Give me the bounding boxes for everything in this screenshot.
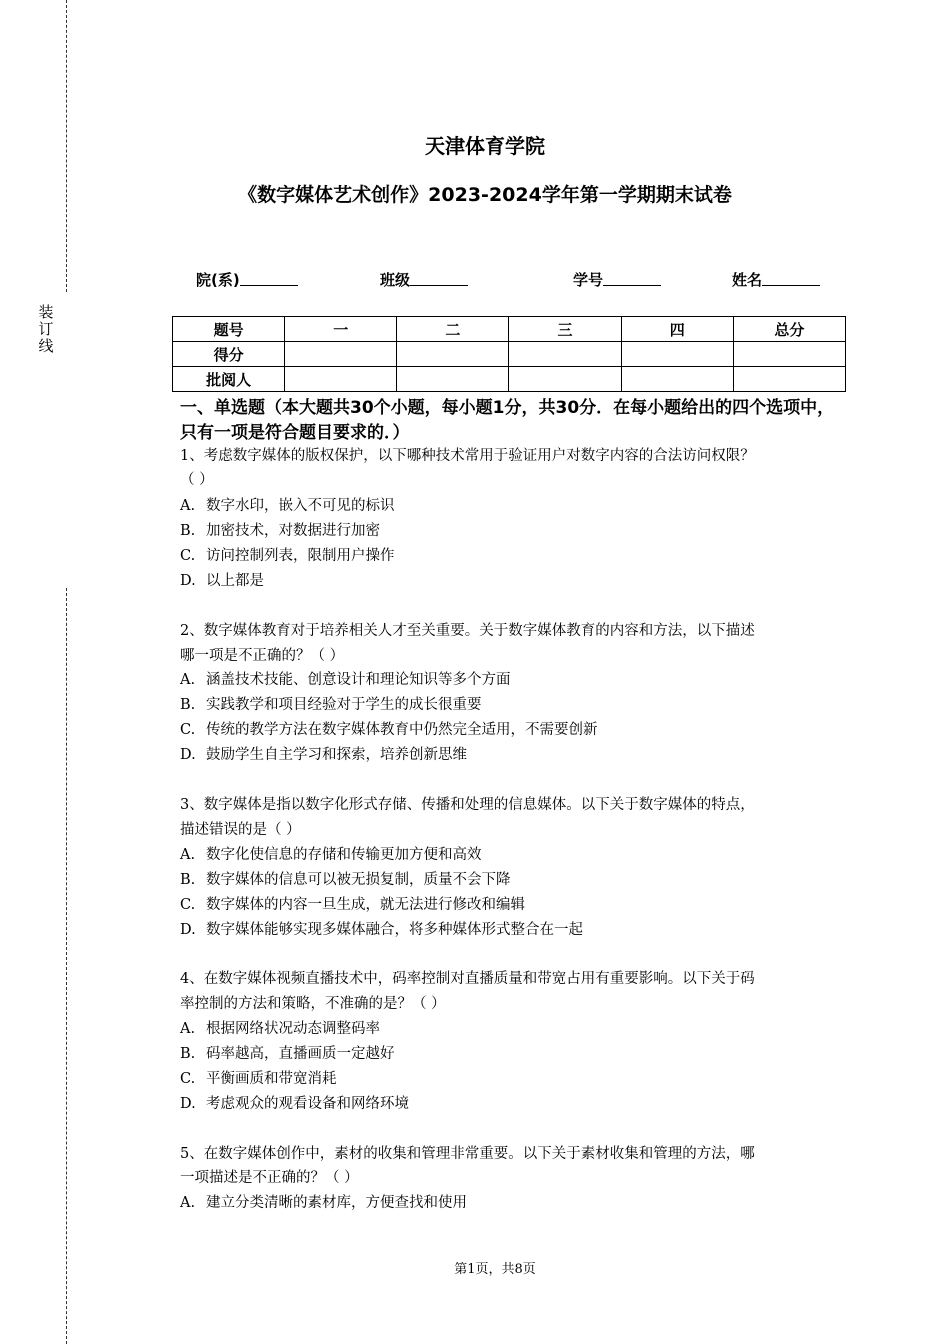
option-text: 以上都是 xyxy=(206,573,264,589)
option-text: 数字媒体能够实现多媒体融合，将多种媒体形式整合在一起 xyxy=(206,922,583,938)
class-blank[interactable] xyxy=(410,285,468,286)
reviewer-cell[interactable] xyxy=(509,367,621,392)
option-item[interactable] xyxy=(180,870,511,890)
option-text: 实践教学和项目经验对于学生的成长很重要 xyxy=(206,697,482,713)
option-text: 建立分类清晰的素材库，方便查找和使用 xyxy=(206,1195,467,1211)
reviewer-cell[interactable] xyxy=(397,367,509,392)
question-stem-line: 4、在数字媒体视频直播技术中，码率控制对直播质量和带宽占用有重要影响。以下关于码 xyxy=(180,971,755,987)
option-item[interactable] xyxy=(180,1019,380,1039)
page-number: 第1页，共8页 xyxy=(454,1262,536,1277)
option-letter: A. xyxy=(180,1195,196,1211)
option-letter: B. xyxy=(180,1046,196,1062)
score-header-cell: 一 xyxy=(285,317,397,342)
option-item[interactable] xyxy=(180,920,583,940)
option-text: 访问控制列表，限制用户操作 xyxy=(206,548,395,564)
exam-title: 《数字媒体艺术创作》2023-2024学年第一学期期末试卷 xyxy=(238,184,732,206)
option-item[interactable] xyxy=(180,546,395,566)
department-field[interactable] xyxy=(196,269,298,290)
name-field[interactable] xyxy=(732,269,820,290)
question-stem-line: 哪一项是不正确的？（ ） xyxy=(180,648,345,664)
option-letter: C. xyxy=(180,1071,196,1087)
option-letter: A. xyxy=(180,847,196,863)
option-item[interactable] xyxy=(180,496,395,516)
option-text: 考虑观众的观看设备和网络环境 xyxy=(206,1096,409,1112)
score-header-cell: 题号 xyxy=(173,317,285,342)
option-text: 数字化使信息的存储和传输更加方便和高效 xyxy=(206,847,482,863)
student-id-blank[interactable] xyxy=(603,285,661,286)
option-item[interactable] xyxy=(180,1193,467,1213)
question-stem-line: 2、数字媒体教育对于培养相关人才至关重要。关于数字媒体教育的内容和方法，以下描述 xyxy=(180,623,755,639)
reviewer-row xyxy=(173,367,846,392)
question-stem-line: 5、在数字媒体创作中，素材的收集和管理非常重要。以下关于素材收集和管理的方法，哪 xyxy=(180,1146,755,1162)
option-item[interactable] xyxy=(180,670,511,690)
question-stem-line: （ ） xyxy=(180,472,214,488)
score-header-cell: 三 xyxy=(509,317,621,342)
option-letter: C. xyxy=(180,722,196,738)
class-field[interactable] xyxy=(380,269,468,290)
option-letter: A. xyxy=(180,498,196,514)
school-title: 天津体育学院 xyxy=(425,134,545,158)
score-cell[interactable] xyxy=(285,342,397,367)
option-letter: D. xyxy=(180,922,196,938)
name-blank[interactable] xyxy=(762,285,820,286)
score-cell[interactable] xyxy=(733,342,845,367)
option-text: 平衡画质和带宽消耗 xyxy=(206,1071,337,1087)
option-letter: A. xyxy=(180,672,196,688)
score-header-cell: 四 xyxy=(621,317,733,342)
option-letter: C. xyxy=(180,897,196,913)
question-stem-line: 一项描述是不正确的？（ ） xyxy=(180,1170,359,1186)
option-item[interactable] xyxy=(180,720,598,740)
option-item[interactable] xyxy=(180,695,482,715)
option-item[interactable] xyxy=(180,571,264,591)
option-item[interactable] xyxy=(180,845,482,865)
binding-label xyxy=(38,304,54,355)
student-id-label: 学号 xyxy=(573,271,604,289)
option-letter: B. xyxy=(180,697,196,713)
score-table-header-row xyxy=(173,317,846,342)
score-header-cell: 总分 xyxy=(733,317,845,342)
score-table xyxy=(172,316,846,392)
option-letter: D. xyxy=(180,747,196,763)
option-text: 鼓励学生自主学习和探索，培养创新思维 xyxy=(206,747,467,763)
reviewer-cell[interactable] xyxy=(733,367,845,392)
option-item[interactable] xyxy=(180,1044,395,1064)
option-text: 加密技术，对数据进行加密 xyxy=(206,523,380,539)
option-item[interactable] xyxy=(180,1069,337,1089)
question-stem-line: 1、考虑数字媒体的版权保护，以下哪种技术常用于验证用户对数字内容的合法访问权限？ xyxy=(180,448,755,464)
score-cell[interactable] xyxy=(621,342,733,367)
option-item[interactable] xyxy=(180,1094,409,1114)
option-item[interactable] xyxy=(180,745,467,765)
question-stem-line: 3、数字媒体是指以数字化形式存储、传播和处理的信息媒体。以下关于数字媒体的特点， xyxy=(180,797,755,813)
score-header-cell: 二 xyxy=(397,317,509,342)
option-letter: D. xyxy=(180,573,196,589)
binding-char: 装 xyxy=(38,303,54,321)
reviewer-cell[interactable] xyxy=(285,367,397,392)
score-row-label: 得分 xyxy=(173,342,285,367)
option-text: 涵盖技术技能、创意设计和理论知识等多个方面 xyxy=(206,672,511,688)
question-stem-line: 描述错误的是（ ） xyxy=(180,822,301,838)
score-cell[interactable] xyxy=(509,342,621,367)
option-item[interactable] xyxy=(180,895,525,915)
binding-char: 线 xyxy=(38,337,54,355)
option-text: 数字媒体的内容一旦生成，就无法进行修改和编辑 xyxy=(206,897,525,913)
department-label: 院(系) xyxy=(196,271,240,289)
option-text: 数字媒体的信息可以被无损复制，质量不会下降 xyxy=(206,872,511,888)
student-id-field[interactable] xyxy=(573,269,661,290)
department-blank[interactable] xyxy=(240,285,298,286)
option-letter: B. xyxy=(180,523,196,539)
option-text: 传统的教学方法在数字媒体教育中仍然完全适用，不需要创新 xyxy=(206,722,598,738)
option-item[interactable] xyxy=(180,521,380,541)
reviewer-row-label: 批阅人 xyxy=(173,367,285,392)
reviewer-cell[interactable] xyxy=(621,367,733,392)
question-stem-line: 率控制的方法和策略，不准确的是？（ ） xyxy=(180,996,446,1012)
score-row xyxy=(173,342,846,367)
name-label: 姓名 xyxy=(732,271,763,289)
option-text: 根据网络状况动态调整码率 xyxy=(206,1021,380,1037)
option-text: 数字水印，嵌入不可见的标识 xyxy=(206,498,395,514)
option-letter: C. xyxy=(180,548,196,564)
option-letter: D. xyxy=(180,1096,196,1112)
binding-char: 订 xyxy=(38,320,54,338)
binding-dashed-line-bottom xyxy=(66,588,67,1344)
option-text: 码率越高，直播画质一定越好 xyxy=(206,1046,395,1062)
section-heading: 一、单选题（本大题共30个小题，每小题1分，共30分．在每小题给出的四个选项中，只有一项是符合题目要求的．） xyxy=(180,398,835,443)
option-letter: B. xyxy=(180,872,196,888)
class-label: 班级 xyxy=(380,271,411,289)
option-letter: A. xyxy=(180,1021,196,1037)
score-cell[interactable] xyxy=(397,342,509,367)
